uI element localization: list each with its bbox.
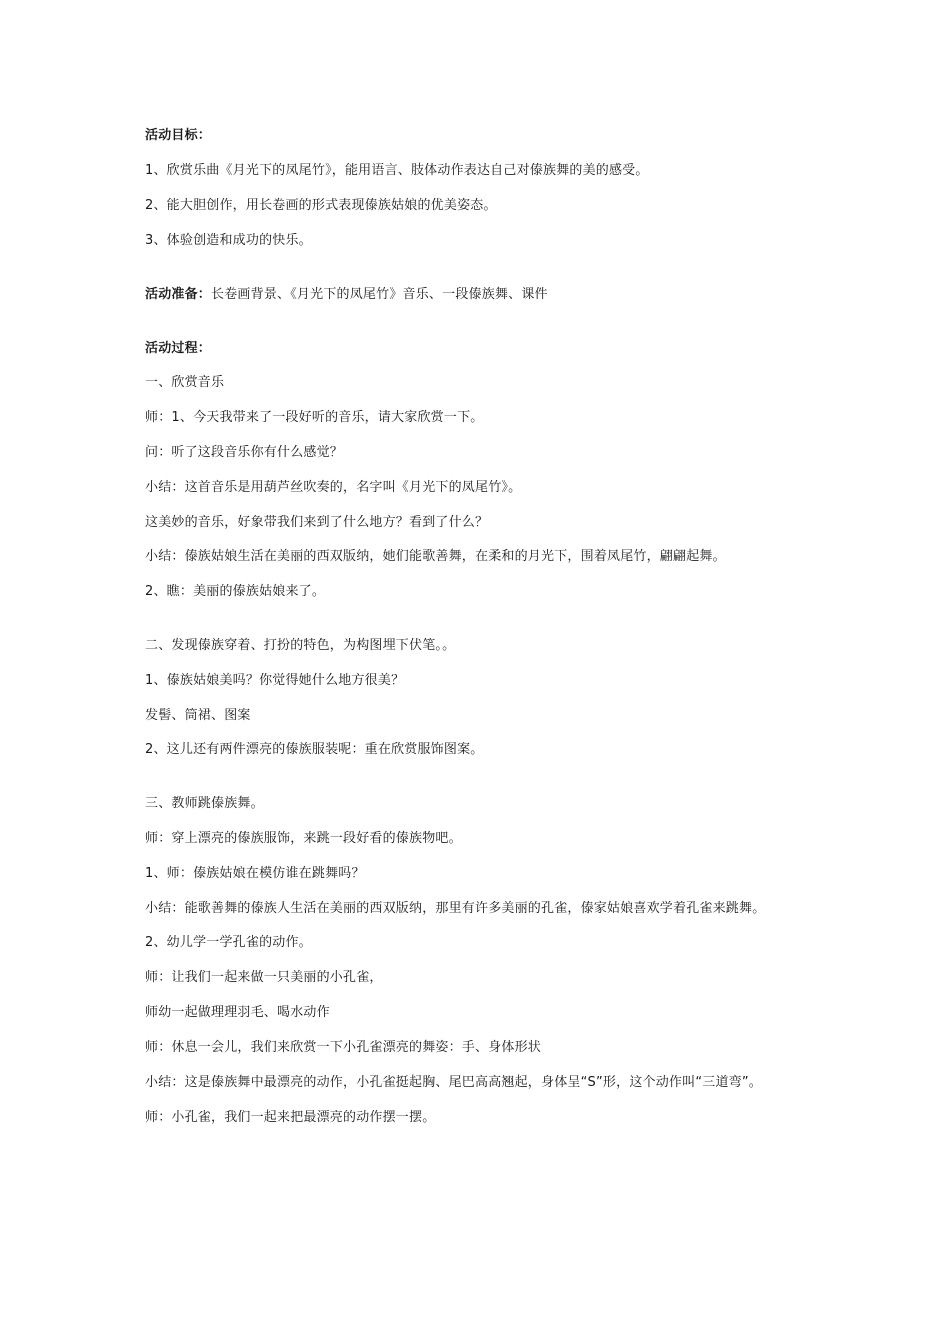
document-page — [145, 0, 845, 1344]
section1-line: 2、瞧：美丽的傣族姑娘来了。 — [145, 584, 326, 599]
section2-line: 2、这儿还有两件漂亮的傣族服装呢：重在欣赏服饰图案。 — [145, 742, 484, 757]
preparation-line — [145, 286, 548, 304]
section3-line: 2、幼儿学一学孔雀的动作。 — [145, 935, 312, 950]
goal-item-1: 1、欣赏乐曲《月光下的凤尾竹》，能用语言、肢体动作表达自己对傣族舞的美的感受。 — [145, 163, 649, 178]
section3-line: 小结：能歌善舞的傣族人生活在美丽的西双版纳，那里有许多美丽的孔雀，傣家姑娘喜欢学着孔雀来跳舞。 — [145, 901, 766, 916]
goals-heading: 活动目标： — [145, 128, 212, 143]
section3-line: 师：休息一会儿，我们来欣赏一下小孔雀漂亮的舞姿：手、身体形状 — [145, 1040, 542, 1055]
process-heading: 活动过程： — [145, 341, 212, 356]
section3-line: 师：让我们一起来做一只美丽的小孔雀， — [145, 970, 383, 985]
section3-line: 师：小孔雀，我们一起来把最漂亮的动作摆一摆。 — [145, 1110, 436, 1125]
section1-line: 问：听了这段音乐你有什么感觉？ — [145, 445, 344, 460]
goal-item-3: 3、体验创造和成功的快乐。 — [145, 233, 312, 248]
section1-line: 小结：傣族姑娘生活在美丽的西双版纳，她们能歌善舞，在柔和的月光下，围着凤尾竹，翩翩起舞。 — [145, 549, 726, 564]
section3-line: 小结：这是傣族舞中最漂亮的动作，小孔雀挺起胸、尾巴高高翘起，身体呈“S”形，这个动作叫“三道弯”。 — [145, 1075, 762, 1090]
section1-line: 这美妙的音乐，好象带我们来到了什么地方？看到了什么？ — [145, 515, 489, 530]
section3-line: 1、师：傣族姑娘在模仿谁在跳舞吗？ — [145, 866, 365, 881]
section2-title: 二、发现傣族穿着、打扮的特色，为构图埋下伏笔。。 — [145, 638, 456, 653]
preparation-label: 活动准备： — [145, 287, 212, 302]
section3-line: 师：穿上漂亮的傣族服饰，来跳一段好看的傣族物吧。 — [145, 831, 462, 846]
section2-line: 发髻、筒裙、图案 — [145, 708, 251, 723]
section1-title: 一、欣赏音乐 — [145, 375, 225, 390]
preparation-text: 长卷画背景、《月光下的凤尾竹》音乐、一段傣族舞、课件 — [211, 287, 548, 302]
section3-line: 师幼一起做理理羽毛、喝水动作 — [145, 1005, 330, 1020]
section3-title: 三、教师跳傣族舞。 — [145, 796, 264, 811]
section1-line: 小结：这首音乐是用葫芦丝吹奏的，名字叫《月光下的凤尾竹》。 — [145, 480, 522, 495]
section1-line: 师：1、今天我带来了一段好听的音乐，请大家欣赏一下。 — [145, 410, 484, 425]
section2-line: 1、傣族姑娘美吗？你觉得她什么地方很美？ — [145, 673, 405, 688]
goal-item-2: 2、能大胆创作，用长卷画的形式表现傣族姑娘的优美姿态。 — [145, 198, 497, 213]
